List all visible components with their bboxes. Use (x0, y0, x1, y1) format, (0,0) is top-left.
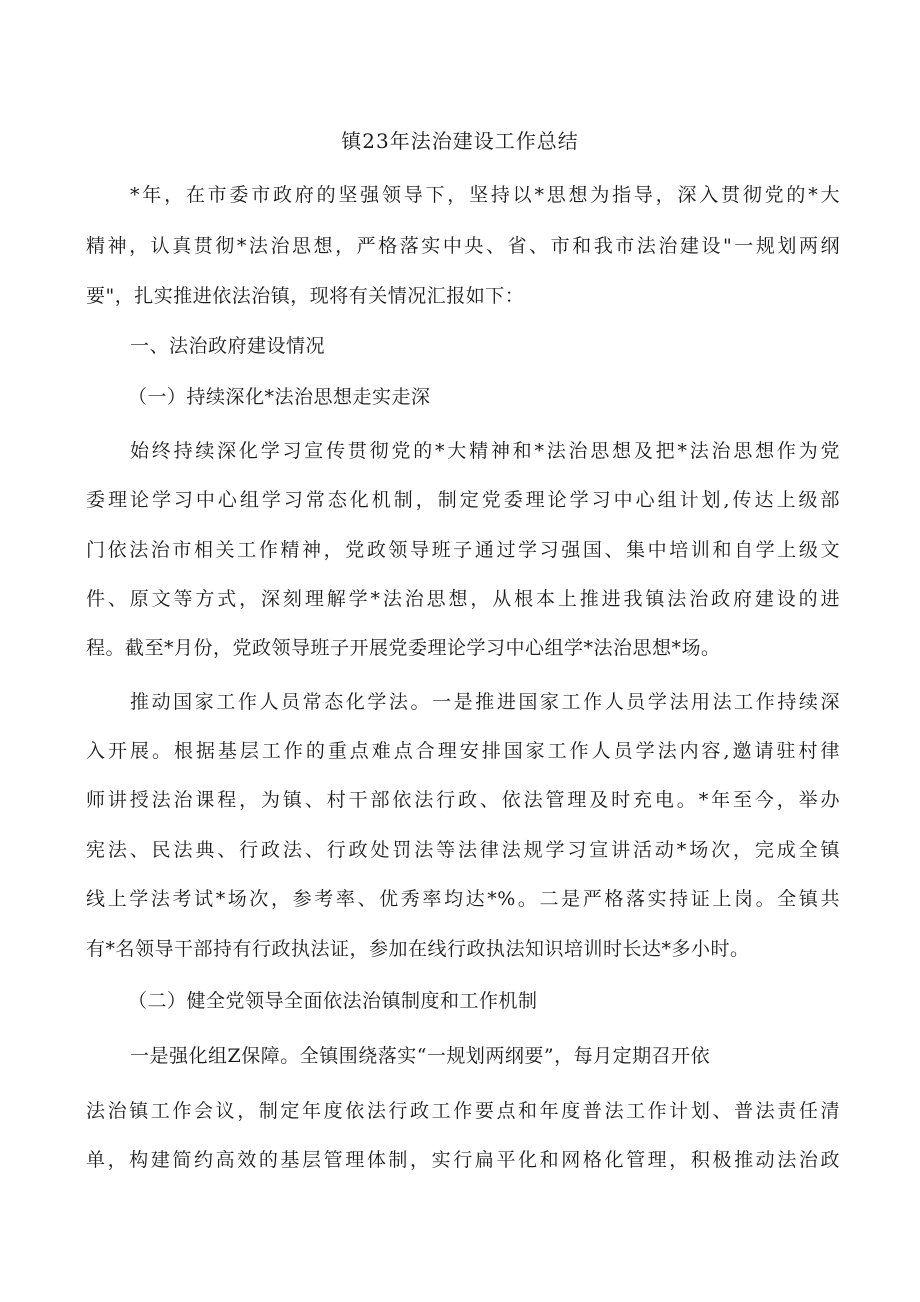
section-1-heading: 一、法治政府建设情况 (130, 335, 326, 357)
para3-line-3: 单，构建简约高效的基层管理体制，实行扁平化和网格化管理，积极推动法治政 (86, 1149, 840, 1171)
intro-line-3: 要"，扎实推进依法治镇，现将有关情况汇报如下： (86, 285, 525, 307)
para1-line-2: 委理论学习中心组学习常态化机制，制定党委理论学习中心组计划,传达上级部 (86, 489, 840, 511)
para3-line-1: 一是强化组Z保障。全镇围绕落实“一规划两纲要”，每月定期召开依 (130, 1045, 711, 1067)
para3-line-2: 法治镇工作会议，制定年度依法行政工作要点和年度普法工作计划、普法责任清 (86, 1100, 840, 1122)
para2-line-4: 宪法、民法典、行政法、行政处罚法等法律法规学习宣讲活动*场次，完成全镇 (86, 839, 840, 861)
para1-line-5: 程。截至*月份，党政领导班子开展党委理论学习中心组学*法治思想*场。 (86, 637, 721, 659)
para2-line-6: 有*名领导干部持有行政执法证，参加在线行政执法知识培训时长达*多小时。 (86, 938, 750, 960)
document-title: 镇23年法治建设工作总结 (341, 129, 579, 153)
subsection-2-heading: （二）健全党领导全面依法治镇制度和工作机制 (128, 990, 538, 1012)
para1-line-4: 件、原文等方式，深刻理解学*法治思想，从根本上推进我镇法治政府建设的进 (86, 588, 840, 610)
para2-line-1: 推动国家工作人员常态化学法。一是推进国家工作人员学法用法工作持续深 (130, 691, 840, 713)
para1-line-1: 始终持续深化学习宣传贯彻党的*大精神和*法治思想及把*法治思想作为党 (130, 440, 840, 462)
para2-line-2: 入开展。根据基层工作的重点难点合理安排国家工作人员学法内容,邀请驻村律 (86, 740, 840, 762)
para2-line-3: 师讲授法治课程，为镇、村干部依法行政、依法管理及时充电。*年至今，举办 (86, 789, 840, 811)
intro-line-2: 精神，认真贯彻*法治思想，严格落实中央、省、市和我市法治建设"一规划两纲 (86, 235, 840, 257)
para1-line-3: 门依法治市相关工作精神，党政领导班子通过学习强国、集中培训和自学上级文 (86, 539, 840, 561)
intro-line-1: *年，在市委市政府的坚强领导下，坚持以*思想为指导，深入贯彻党的*大 (130, 184, 840, 206)
subsection-1-heading: （一）持续深化*法治思想走实走深 (128, 386, 431, 408)
para2-line-5: 线上学法考试*场次，参考率、优秀率均达*%。二是严格落实持证上岗。全镇共 (86, 888, 840, 910)
